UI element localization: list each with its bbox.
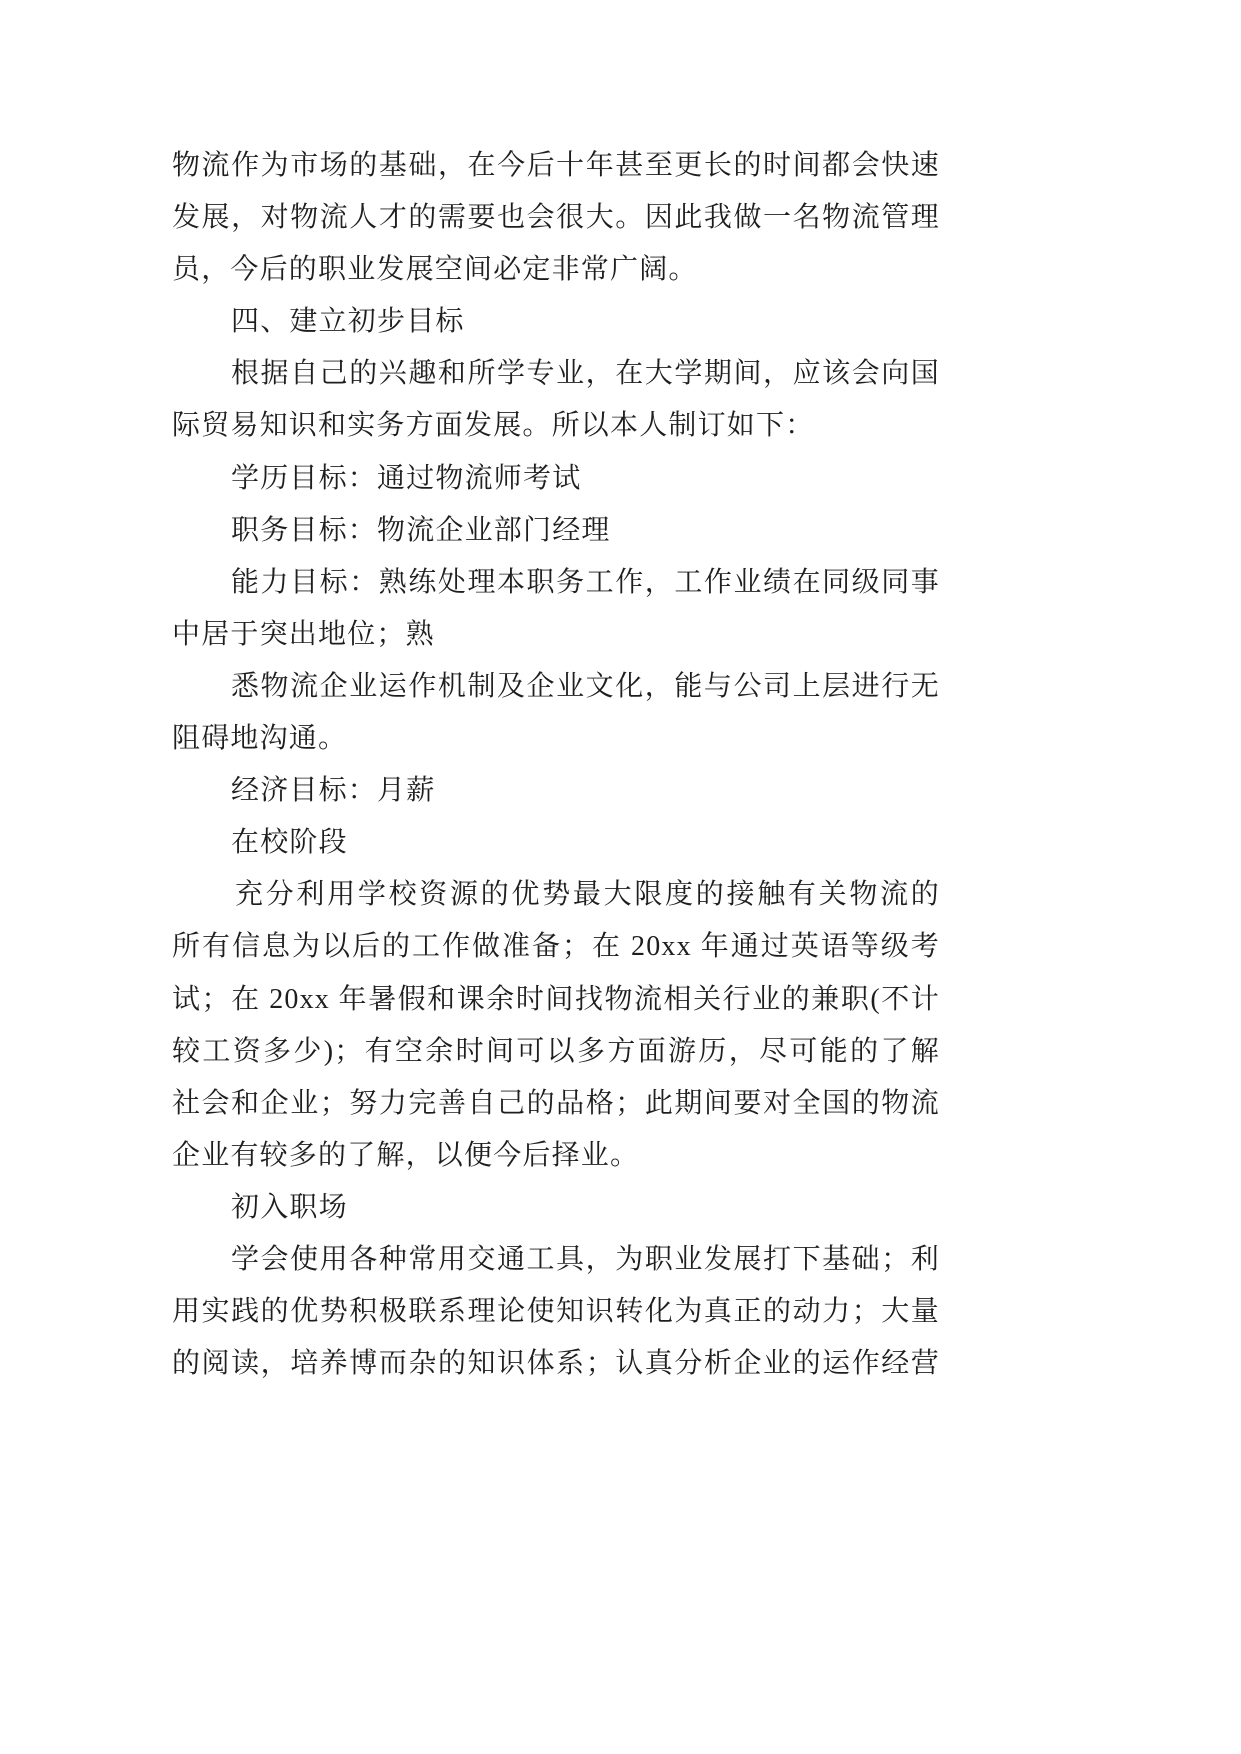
section-heading-text: 在校阶段 xyxy=(231,827,348,859)
section-heading-text: 四、建立初步目标 xyxy=(231,306,465,338)
text-line: 根据自己的兴趣和所学专业，在大学期间，应该会向国 xyxy=(231,358,940,390)
text-line: 能力目标：熟练处理本职务工作，工作业绩在同级同事 xyxy=(231,566,940,598)
text-line: 中居于突出地位；熟 xyxy=(172,618,435,650)
paragraph xyxy=(172,140,940,296)
section-heading xyxy=(172,1182,940,1234)
text-line: 较工资多少)；有空余时间可以多方面游历，尽可能的了解 xyxy=(172,1035,940,1067)
text-line: 发展，对物流人才的需要也会很大。因此我做一名物流管理 xyxy=(172,202,940,234)
text-line: 充分利用学校资源的优势最大限度的接触有关物流的 xyxy=(235,879,940,911)
text-line: 用实践的优势积极联系理论使知识转化为真正的动力；大量 xyxy=(172,1296,940,1328)
goal-item xyxy=(172,453,940,505)
text-line: 学会使用各种常用交通工具，为职业发展打下基础；利 xyxy=(231,1243,940,1275)
text-line: 物流作为市场的基础，在今后十年甚至更长的时间都会快速 xyxy=(172,150,940,181)
text-line: 悉物流企业运作机制及企业文化，能与公司上层进行无 xyxy=(231,670,940,702)
paragraph xyxy=(172,348,940,452)
text-line: 学历目标：通过物流师考试 xyxy=(231,462,582,494)
section-heading xyxy=(172,817,940,869)
paragraph xyxy=(172,869,940,1182)
text-line: 际贸易知识和实务方面发展。所以本人制订如下： xyxy=(172,410,815,442)
section-heading xyxy=(172,296,940,348)
document-body xyxy=(172,140,940,1390)
section-heading-text: 初入职场 xyxy=(231,1191,348,1223)
text-line: 经济目标：月薪 xyxy=(231,775,436,807)
text-line: 阻碍地沟通。 xyxy=(172,723,348,755)
text-line: 职务目标：物流企业部门经理 xyxy=(231,514,611,546)
text-line: 所有信息为以后的工作做准备；在 20xx 年通过英语等级考 xyxy=(172,931,940,963)
paragraph xyxy=(172,661,940,765)
goal-item xyxy=(172,505,940,557)
text-line: 员，今后的职业发展空间必定非常广阔。 xyxy=(172,254,698,286)
text-line: 的阅读，培养博而杂的知识体系；认真分析企业的运作经营 xyxy=(172,1348,940,1380)
goal-item xyxy=(172,557,940,661)
goal-item xyxy=(172,765,940,817)
text-line: 试；在 20xx 年暑假和课余时间找物流相关行业的兼职(不计 xyxy=(172,983,940,1015)
text-line: 社会和企业；努力完善自己的品格；此期间要对全国的物流 xyxy=(172,1087,940,1119)
paragraph xyxy=(172,1234,940,1390)
text-line: 企业有较多的了解，以便今后择业。 xyxy=(172,1139,640,1171)
